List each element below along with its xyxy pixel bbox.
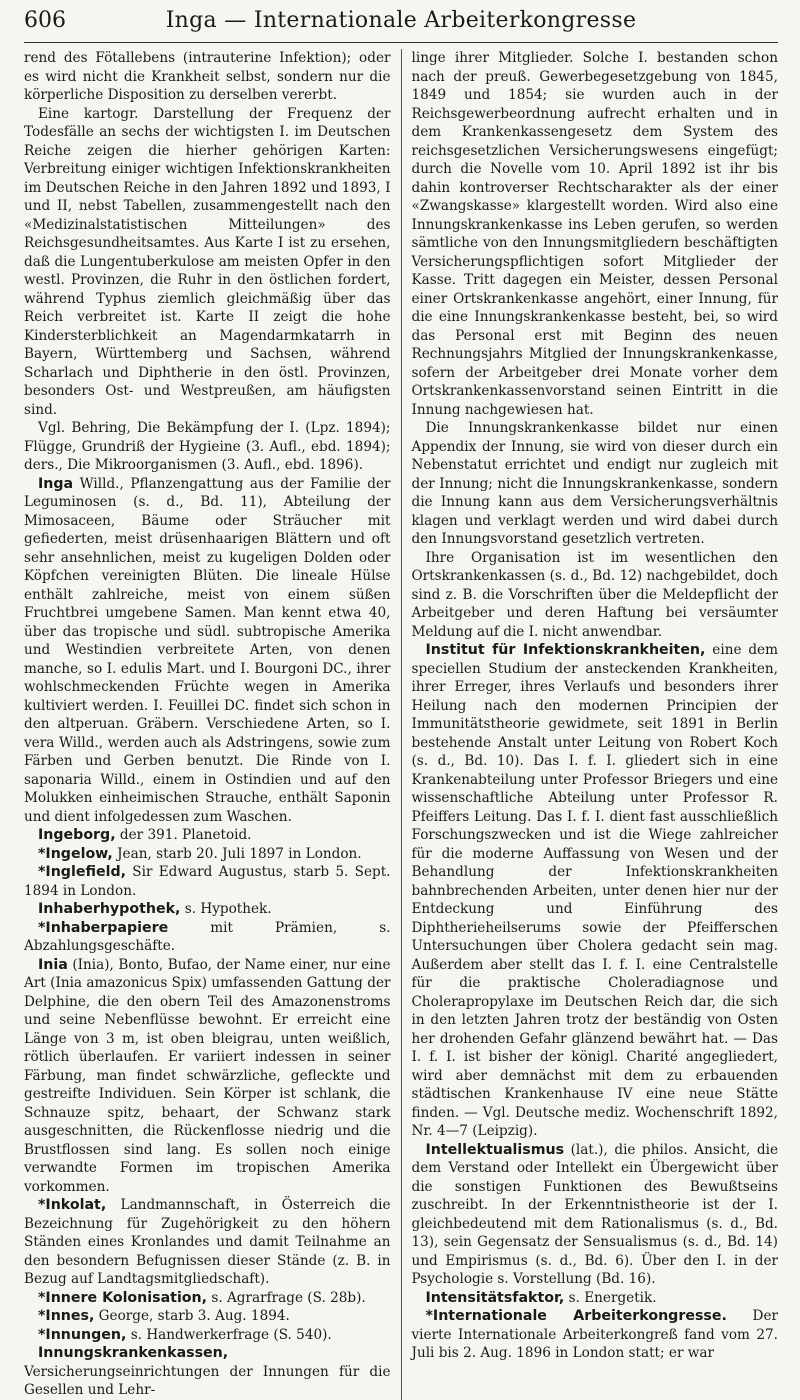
body-paragraph: Ihre Organisation ist im wesentlichen den Ortskrankenkassen (s. d., Bd. 12) nachgebildet, doch sind z. B. die Vorschriften über die Meldepflicht der Arbeitgeber und deren Haftung bei versäumter Meldung auf die I. nicht anwendbar. <box>411 549 778 640</box>
running-head: Inga — Internationale Arbeiterkongresse <box>165 8 637 33</box>
text-columns <box>24 49 778 1400</box>
entry-headword: Ingeborg, <box>38 827 116 843</box>
entry-text: Der vierte Internationale Arbeiterkongreß fand vom 27. Juli bis 2. Aug. 1896 in London statt; er war <box>411 1308 778 1361</box>
entry-headword: *Ingelow, <box>38 845 113 862</box>
body-paragraph: Eine kartogr. Darstellung der Frequenz der Todesfälle an sechs der wichtigsten I. im Deutschen Reiche zeigen die hierher gehörigen Karten: Verbreitung einiger wichtigen Infektionskrankheiten im Deutschen Reiche in den Jahren 1892 und 1893, I und II, nebst Tabellen, zusammengestellt nach den «Medizinalstatistischen Mitteilungen» des Reichsgesundheitsamtes. Aus Karte I ist zu ersehen, daß die Lungentuberkulose am meisten Opfer in den westl. Provinzen, die Ruhr in den östlichen fordert, während Typhus ziemlich gleichmäßig über das Reich verbreitet ist. Karte II zeigt die hohe Kindersterblichkeit an Magendarmkatarrh in Bayern, Württemberg und Sachsen, während Scharlach und Diphtherie in den östl. Provinzen, besonders Ost- und Westpreußen, am häufigsten sind. <box>24 105 391 418</box>
entry-text: s. Hypothek. <box>180 901 272 917</box>
entry-text: Jean, starb 20. Juli 1897 in London. <box>112 845 362 862</box>
dictionary-entry <box>24 900 391 919</box>
entry-headword: *Inkolat, <box>38 1197 107 1213</box>
entry-text: mit Prämien, s. Abzahlungsgeschäfte. <box>24 919 391 954</box>
entry-headword: *Inhaberpapiere <box>38 919 169 936</box>
dictionary-entry <box>24 826 391 845</box>
dictionary-entry <box>412 641 779 1141</box>
entry-headword: Institut für Infektionskrankheiten, <box>425 642 706 658</box>
dictionary-entry <box>24 475 391 827</box>
body-paragraph: Vgl. Behring, Die Bekämpfung der I. (Lpz. 1894); Flügge, Grundriß der Hygieine (3. Aufl., ebd. 1894); ders., Die Mikroorganismen (3. Aufl., ebd. 1896). <box>24 420 391 473</box>
entry-text: s. Handwerkerfrage (S. 540). <box>126 1326 332 1343</box>
dictionary-entry <box>24 1307 391 1326</box>
body-paragraph: linge ihrer Mitglieder. Solche I. bestanden schon nach der preuß. Gewerbegesetzgebung von 1845, 1849 und 1854; sie wurden auch in der Reichsgewerbeordnung aufrecht erhalten und in dem Krankenkassengesetz dem System des reichsgesetzlichen Versicherungswesens eingefügt; durch die Novelle vom 10. April 1892 ist ihr bis dahin kontroverser Rechtscharakter als der einer «Zwangskasse» klargestellt worden. Wird also eine Innungskrankenkasse ins Leben gerufen, so werden sämtliche von den Innungsmitgliedern beschäftigten Versicherungspflichtigen sofort Mitglieder der Kasse. Tritt dagegen ein Meister, dessen Personal einer Ortskrankenkasse angehört, einer Innung, für die eine Innungskrankenkasse besteht, bei, so wird das Personal erst mit Beginn des neuen Rechnungsjahrs Mitglied der Innungskrankenkasse, sofern der Arbeitgeber drei Monate vorher dem Ortskrankenkassenvorstand seinen Eintritt in die Innung nachgewiesen hat. <box>411 50 778 418</box>
dictionary-entry <box>24 1289 391 1308</box>
entry-headword: *Internationale Arbeiterkongresse. <box>425 1308 727 1324</box>
body-paragraph: Die Innungskrankenkasse bildet nur einen Appendix der Innung, sie wird von dieser durch ein Nebenstatut errichtet und endigt nur zugleich mit der Innung; nicht die Innungskrankenkasse, sondern die Innung kann aus dem Versicherungsverhältnis klagen und verklagt werden und wird dabei durch den Innungsvorstand gesetzlich vertreten. <box>411 420 778 547</box>
dictionary-entry <box>24 863 391 900</box>
entry-headword: Inia <box>38 956 68 973</box>
entry-headword: Intellektualismus <box>425 1141 565 1158</box>
dictionary-entry <box>412 1141 779 1289</box>
entry-text: George, starb 3. Aug. 1894. <box>94 1308 290 1324</box>
entry-headword: *Innungen, <box>38 1326 127 1343</box>
entry-headword: Innungskrankenkassen, <box>38 1345 229 1361</box>
entry-text: Willd., Pflanzengattung aus der Familie der Leguminosen (s. d., Bd. 11), Abteilung der Mimosaceen, Bäume oder Sträucher mit gefiederten, meist drüsenhaarigen Blättern und oft sehr ansehnlichen, meist zu kugeligen Dolden oder Köpfchen vereinigten Blüten. Die lineale Hülse enthält zahlreiche, meist von einem süßen Fruchtbrei umgebene Samen. Man kennt etwa 40, über das tropische und südl. subtropische Amerika und Westindien verbreitete Arten, von denen manche, so I. edulis Mart. und I. Bourgoni DC., ihrer wohlschmeckenden Früchte wegen in Amerika kultiviert werden. I. Feuillei DC. findet sich schon in den altperuan. Gräbern. Verschiedene Arten, so I. vera Willd., werden auch als Adstringens, sowie zum Färben und Gerben benutzt. Die Rinde von I. saponaria Willd., einem in Ostindien und auf den Molukken einheimischen Strauche, enthält Saponin und dient infolgedessen zum Waschen. <box>24 475 391 825</box>
entry-headword: Inhaberhypothek, <box>38 901 181 917</box>
dictionary-entry <box>24 956 391 1197</box>
entry-text: Sir Edward Augustus, starb 5. Sept. 1894 in London. <box>24 864 391 899</box>
dictionary-entry <box>24 1326 391 1345</box>
entry-text: Versicherungseinrichtungen der Innungen für die Gesellen und Lehr- <box>24 1363 391 1398</box>
dictionary-entry <box>24 845 391 864</box>
entry-headword: *Innes, <box>38 1308 95 1324</box>
dictionary-entry <box>412 1307 779 1363</box>
dictionary-entry <box>24 919 391 956</box>
dictionary-entry <box>24 1344 391 1400</box>
left-column <box>24 49 401 1400</box>
entry-text: (Inia), Bonto, Bufao, der Name einer, nur eine Art (Inia amazonicus Spix) umfassenden Gattung der Delphine, die den obern Teil des Amazonenstroms und seine Nebenflüsse bewohnt. Er erreicht eine Länge von 3 m, ist oben bleigrau, unten weißlich, rötlich überlaufen. Er variiert indessen in seiner Färbung, man findet schwärzliche, gefleckte und gestreifte Individuen. Sein Körper ist schlank, die Schnauze spitz, behaart, der Schwanz stark ausgeschnitten, die Rückenflosse niedrig und die Brustflossen sind lang. Es sollen noch einige verwandte Formen im tropischen Amerika vorkommen. <box>24 956 391 1195</box>
entry-headword: *Inglefield, <box>38 864 126 880</box>
right-column <box>401 49 779 1400</box>
entry-headword: Intensitätsfaktor, <box>425 1289 565 1306</box>
dictionary-entry <box>24 1196 391 1289</box>
entry-headword: *Innere Kolonisation, <box>38 1289 208 1306</box>
entry-text: eine dem speciellen Studium der ansteckenden Krankheiten, ihrer Erreger, ihres Verlaufs und besonders ihrer Heilung nach den modernen Principien der Immunitätstheorie gewidmete, seit 1891 in Berlin bestehende Anstalt unter Leitung von Robert Koch (s. d., Bd. 10). Das I. f. I. gliedert sich in eine Krankenabteilung unter Professor Briegers und eine wissenschaftliche Abteilung unter Professor R. Pfeiffers Leitung. Das I. f. I. dient fast ausschließlich Forschungszwecken und ist die Wiege zahlreicher für die moderne Auffassung von Wesen und der Behandlung der Infektionskrankheiten bahnbrechenden Arbeiten, unter denen hier nur der Entdeckung und Einführung des Diphtherieheilserums sowie der Pfeifferschen Untersuchungen über Cholera gedacht sein mag. Außerdem aber stellt das I. f. I. eine Centralstelle für die praktische Choleradiagnose und Cholerapropylaxe im Deutschen Reich dar, die sich in den letzten Jahren trotz der beständig von Osten her drohenden Gefahr glänzend bewährt hat. — Das I. f. I. ist bisher der königl. Charité angegliedert, wird aber demnächst mit dem zu erbauenden städtischen Krankenhause IV eine neue Stätte finden. — Vgl. Deutsche mediz. Wochenschrift 1892, Nr. 4—7 (Leipzig). <box>411 642 778 1139</box>
entry-text: Landmannschaft, in Österreich die Bezeichnung für Zugehörigkeit zu den höhern Ständen eines Kronlandes und damit Teilnahme an den besondern Befugnissen dieser Stände (z. B. in Bezug auf Landtagsmitgliedschaft). <box>24 1197 391 1287</box>
entry-text: s. Energetik. <box>564 1289 657 1306</box>
page-number: 606 <box>24 8 66 33</box>
page-header <box>24 8 778 43</box>
body-paragraph: rend des Fötallebens (intrauterine Infektion); oder es wird nicht die Krankheit selbst, sondern nur die körperliche Disposition zu derselben vererbt. <box>24 50 391 103</box>
entry-text: (lat.), die philos. Ansicht, die dem Verstand oder Intellekt ein Übergewicht über die sonstigen Funktionen des Bewußtseins zuschreibt. In der Erkenntnistheorie ist der I. gleichbedeutend mit dem Rationalismus (s. d., Bd. 13), sein Gegensatz der Sensualismus (s. d., Bd. 14) und Empirismus (s. d., Bd. 6). Über den I. in der Psychologie s. Vorstellung (Bd. 16). <box>411 1141 778 1287</box>
entry-text: s. Agrarfrage (S. 28b). <box>207 1289 366 1306</box>
entry-text: der 391. Planetoid. <box>115 827 252 843</box>
dictionary-entry <box>412 1289 779 1308</box>
entry-headword: Inga <box>38 475 74 492</box>
